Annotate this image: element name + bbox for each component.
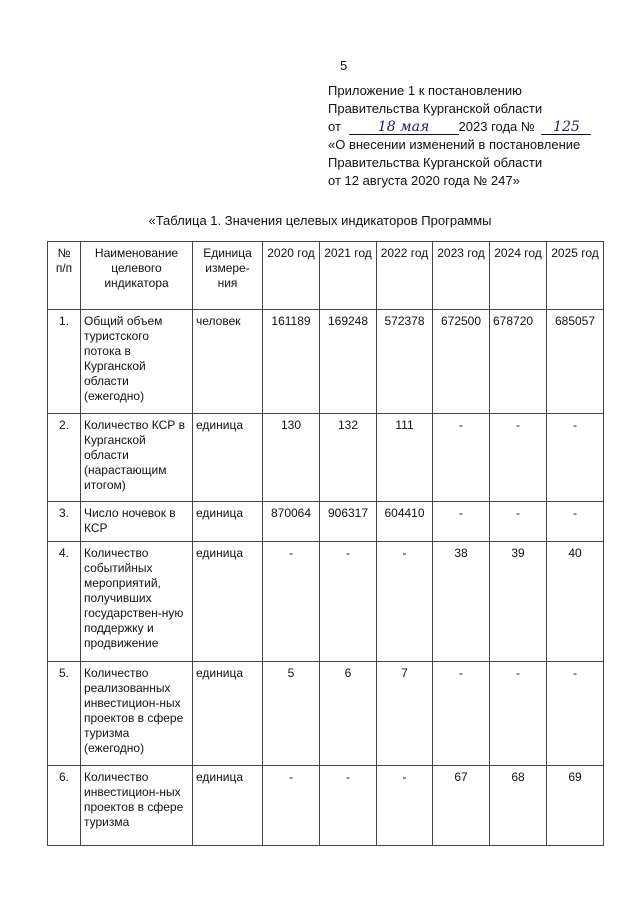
table-row — [48, 766, 604, 846]
indicator-unit: человек — [193, 310, 263, 414]
value-2021: 906317 — [320, 502, 377, 542]
table-row — [48, 542, 604, 662]
indicator-unit: единица — [193, 542, 263, 662]
indicator-name: Количество КСР в Курганской области (нарастающим итогом) — [81, 414, 193, 502]
value-2020: - — [263, 542, 320, 662]
value-2021: 169248 — [320, 310, 377, 414]
indicator-unit: единица — [193, 414, 263, 502]
value-2023: - — [433, 502, 490, 542]
value-2023: 67 — [433, 766, 490, 846]
appendix-line-4: «О внесении изменений в постановление — [328, 137, 581, 152]
row-number: 2. — [48, 414, 81, 502]
row-number: 3. — [48, 502, 81, 542]
table-row — [48, 662, 604, 766]
value-2025: - — [547, 414, 604, 502]
year-text: 2023 года № — [458, 119, 535, 134]
table-row — [48, 502, 604, 542]
value-2024: - — [490, 662, 547, 766]
indicator-name: Общий объем туристского потока в Курганской области (ежегодно) — [81, 310, 193, 414]
value-2021: - — [320, 766, 377, 846]
appendix-line-2: Правительства Курганской области — [328, 101, 543, 116]
value-2025: - — [547, 502, 604, 542]
value-2025: 40 — [547, 542, 604, 662]
date-prefix: от — [328, 119, 341, 134]
value-2024: 678720 — [490, 310, 547, 414]
indicator-name: Число ночевок в КСР — [81, 502, 193, 542]
value-2022: - — [377, 766, 433, 846]
header-2025: 2025 год — [547, 242, 604, 310]
table-header-row — [48, 242, 604, 310]
row-number: 4. — [48, 542, 81, 662]
value-2020: 870064 — [263, 502, 320, 542]
appendix-line-1: Приложение 1 к постановлению — [328, 83, 522, 98]
value-2022: 572378 — [377, 310, 433, 414]
indicator-unit: единица — [193, 662, 263, 766]
value-2025: - — [547, 662, 604, 766]
date-field — [349, 120, 459, 135]
row-number: 5. — [48, 662, 81, 766]
value-2023: - — [433, 662, 490, 766]
value-2024: - — [490, 414, 547, 502]
header-2021: 2021 год — [320, 242, 377, 310]
indicator-name: Количество инвестицион-ных проектов в сфере туризма — [81, 766, 193, 846]
appendix-line-3 — [328, 118, 591, 136]
value-2020: 5 — [263, 662, 320, 766]
header-2022: 2022 год — [377, 242, 433, 310]
value-2020: 161189 — [263, 310, 320, 414]
row-number: 1. — [48, 310, 81, 414]
indicator-name: Количество событийных мероприятий, получивших государствен-ную поддержку и продвижение — [81, 542, 193, 662]
table-caption: «Таблица 1. Значения целевых индикаторов Программы — [148, 213, 492, 228]
header-2023: 2023 год — [433, 242, 490, 310]
appendix-line-6: от 12 августа 2020 года № 247» — [328, 173, 520, 188]
value-2023: - — [433, 414, 490, 502]
value-2024: - — [490, 502, 547, 542]
value-2025: 685057 — [547, 310, 604, 414]
table-row — [48, 414, 604, 502]
number-field — [541, 120, 591, 135]
indicators-table — [47, 241, 604, 846]
value-2020: - — [263, 766, 320, 846]
value-2023: 672500 — [433, 310, 490, 414]
value-2024: 68 — [490, 766, 547, 846]
page-number: 5 — [340, 58, 348, 73]
value-2022: 111 — [377, 414, 433, 502]
table-row — [48, 310, 604, 414]
value-2022: 7 — [377, 662, 433, 766]
value-2022: - — [377, 542, 433, 662]
value-2021: 132 — [320, 414, 377, 502]
header-2020: 2020 год — [263, 242, 320, 310]
header-unit: Единица измере-ния — [193, 242, 263, 310]
indicator-name: Количество реализованных инвестицион-ных проектов в сфере туризма (ежегодно) — [81, 662, 193, 766]
value-2021: 6 — [320, 662, 377, 766]
value-2023: 38 — [433, 542, 490, 662]
row-number: 6. — [48, 766, 81, 846]
header-indicator-name: Наименование целевого индикатора — [81, 242, 193, 310]
value-2022: 604410 — [377, 502, 433, 542]
appendix-header — [328, 82, 591, 190]
appendix-line-5: Правительства Курганской области — [328, 155, 543, 170]
value-2021: - — [320, 542, 377, 662]
indicator-unit: единица — [193, 766, 263, 846]
handwritten-number: 125 — [553, 119, 580, 135]
indicator-unit: единица — [193, 502, 263, 542]
header-2024: 2024 год — [490, 242, 547, 310]
handwritten-date: 18 мая — [377, 119, 430, 135]
value-2020: 130 — [263, 414, 320, 502]
value-2024: 39 — [490, 542, 547, 662]
header-number: № п/п — [48, 242, 81, 310]
value-2025: 69 — [547, 766, 604, 846]
